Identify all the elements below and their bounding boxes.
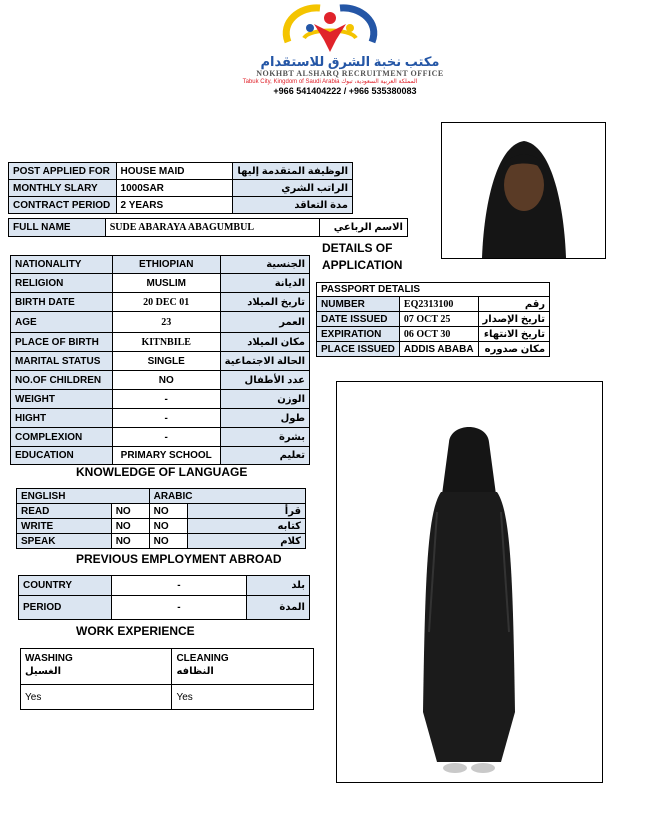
portrait-photo: [441, 122, 606, 259]
language-english: NO: [111, 519, 149, 534]
personal-label-ar: عدد الأطفال: [220, 371, 309, 390]
language-arabic: NO: [149, 534, 187, 549]
personal-label: RELIGION: [11, 274, 113, 293]
language-label: READ: [17, 504, 112, 519]
passport-label-ar: مكان صدوره: [478, 342, 550, 357]
previous-value: -: [111, 596, 246, 620]
language-arabic: NO: [149, 504, 187, 519]
personal-table: [10, 255, 310, 465]
passport-label-ar: تاريخ الانتهاء: [478, 327, 550, 342]
personal-label-ar: الوزن: [220, 390, 309, 409]
personal-label-ar: تعليم: [220, 447, 309, 465]
passport-label-ar: رقم: [478, 297, 550, 312]
personal-label: NATIONALITY: [11, 256, 113, 274]
full-name-label: FULL NAME: [9, 219, 106, 237]
previous-label: COUNTRY: [19, 576, 112, 596]
work-title: WORK EXPERIENCE: [76, 624, 195, 638]
personal-value: -: [112, 409, 220, 428]
work-label: WASHING: [25, 653, 73, 664]
full-name-label-ar: الاسم الرباعي: [320, 219, 408, 237]
personal-label: PLACE OF BIRTH: [11, 333, 113, 352]
personal-label-ar: طول: [220, 409, 309, 428]
full-name-table: [8, 218, 408, 237]
passport-value: EQ2313100: [399, 297, 478, 312]
language-arabic: NO: [149, 519, 187, 534]
personal-label: MARITAL STATUS: [11, 352, 113, 371]
full-name-value: SUDE ABARAYA ABAGUMBUL: [105, 219, 319, 237]
work-label-ar: النظافه: [176, 666, 214, 677]
company-name-ar: مكتب نخبة الشرق للاستقدام: [260, 54, 440, 69]
passport-label: NUMBER: [317, 297, 400, 312]
post-label-ar: مدة التعاقد: [233, 197, 353, 214]
personal-label-ar: الجنسية: [220, 256, 309, 274]
language-table: [16, 488, 306, 549]
personal-value: KITNBILE: [112, 333, 220, 352]
post-row: [9, 197, 353, 214]
language-english: NO: [111, 534, 149, 549]
post-label: MONTHLY SLARY: [9, 180, 117, 197]
previous-label-ar: بلد: [247, 576, 310, 596]
personal-label-ar: تاريخ الميلاد: [220, 293, 309, 312]
work-value: Yes: [172, 685, 314, 710]
personal-value: ETHIOPIAN: [112, 256, 220, 274]
post-label-ar: الوظيفة المتقدمة إليها: [233, 163, 353, 180]
personal-value: -: [112, 428, 220, 447]
previous-title: PREVIOUS EMPLOYMENT ABROAD: [76, 552, 282, 566]
personal-label: COMPLEXION: [11, 428, 113, 447]
work-table: [20, 648, 314, 710]
personal-value: 20 DEC 01: [112, 293, 220, 312]
personal-value: 23: [112, 312, 220, 333]
language-label: SPEAK: [17, 534, 112, 549]
passport-value: 07 OCT 25: [399, 312, 478, 327]
personal-label-ar: الحالة الاجتماعية: [220, 352, 309, 371]
post-table: [8, 162, 353, 214]
passport-value: ADDIS ABABA: [399, 342, 478, 357]
personal-value: -: [112, 390, 220, 409]
post-row: [9, 180, 353, 197]
previous-label: PERIOD: [19, 596, 112, 620]
post-value: 1000SAR: [116, 180, 233, 197]
company-location: Tabuk City, Kingdom of Saudi Arabia المملكة العربية السعودية، تبوك: [242, 79, 418, 85]
passport-value: 06 OCT 30: [399, 327, 478, 342]
personal-label: BIRTH DATE: [11, 293, 113, 312]
work-value: Yes: [21, 685, 172, 710]
personal-label: EDUCATION: [11, 447, 113, 465]
company-logo: [270, 2, 390, 58]
personal-label: WEIGHT: [11, 390, 113, 409]
language-title: KNOWLEDGE OF LANGUAGE: [76, 465, 248, 479]
personal-value: PRIMARY SCHOOL: [112, 447, 220, 465]
language-col-arabic: ARABIC: [149, 489, 305, 504]
personal-label: NO.OF CHILDREN: [11, 371, 113, 390]
personal-label: HIGHT: [11, 409, 113, 428]
full-body-photo: [336, 381, 603, 783]
personal-value: MUSLIM: [112, 274, 220, 293]
work-label: CLEANING: [176, 653, 229, 664]
personal-label-ar: العمر: [220, 312, 309, 333]
work-item-cleaning: [172, 649, 314, 685]
passport-title: PASSPORT DETALIS: [317, 283, 550, 297]
passport-label: EXPIRATION: [317, 327, 400, 342]
post-label-ar: الراتب الشري: [233, 180, 353, 197]
company-name-en: NOKHBT ALSHARQ RECRUITMENT OFFICE: [256, 69, 444, 78]
personal-value: SINGLE: [112, 352, 220, 371]
language-english: NO: [111, 504, 149, 519]
work-label-ar: الغسيل: [25, 666, 62, 677]
company-phones: +966 541404222 / +966 535380083: [273, 86, 417, 96]
language-label-ar: كلام: [187, 534, 306, 549]
post-label: POST APPLIED FOR: [9, 163, 117, 180]
post-value: HOUSE MAID: [116, 163, 233, 180]
passport-table: [316, 282, 550, 357]
passport-label-ar: تاريخ الإصدار: [478, 312, 550, 327]
language-label: WRITE: [17, 519, 112, 534]
passport-label: PLACE ISSUED: [317, 342, 400, 357]
language-label-ar: كتابه: [187, 519, 306, 534]
previous-value: -: [111, 576, 246, 596]
personal-label-ar: مكان الميلاد: [220, 333, 309, 352]
previous-table: [18, 575, 310, 620]
work-item-washing: [21, 649, 172, 685]
post-value: 2 YEARS: [116, 197, 233, 214]
personal-value: NO: [112, 371, 220, 390]
personal-label-ar: بشرة: [220, 428, 309, 447]
previous-label-ar: المدة: [247, 596, 310, 620]
details-title: DETAILS OF APPLICATION: [322, 241, 403, 272]
post-row: [9, 163, 353, 180]
post-label: CONTRACT PERIOD: [9, 197, 117, 214]
logo-figures-icon: [270, 2, 390, 58]
language-label-ar: قرأ: [187, 504, 306, 519]
language-col-english: ENGLISH: [17, 489, 150, 504]
personal-label: AGE: [11, 312, 113, 333]
passport-label: DATE ISSUED: [317, 312, 400, 327]
personal-label-ar: الديانة: [220, 274, 309, 293]
